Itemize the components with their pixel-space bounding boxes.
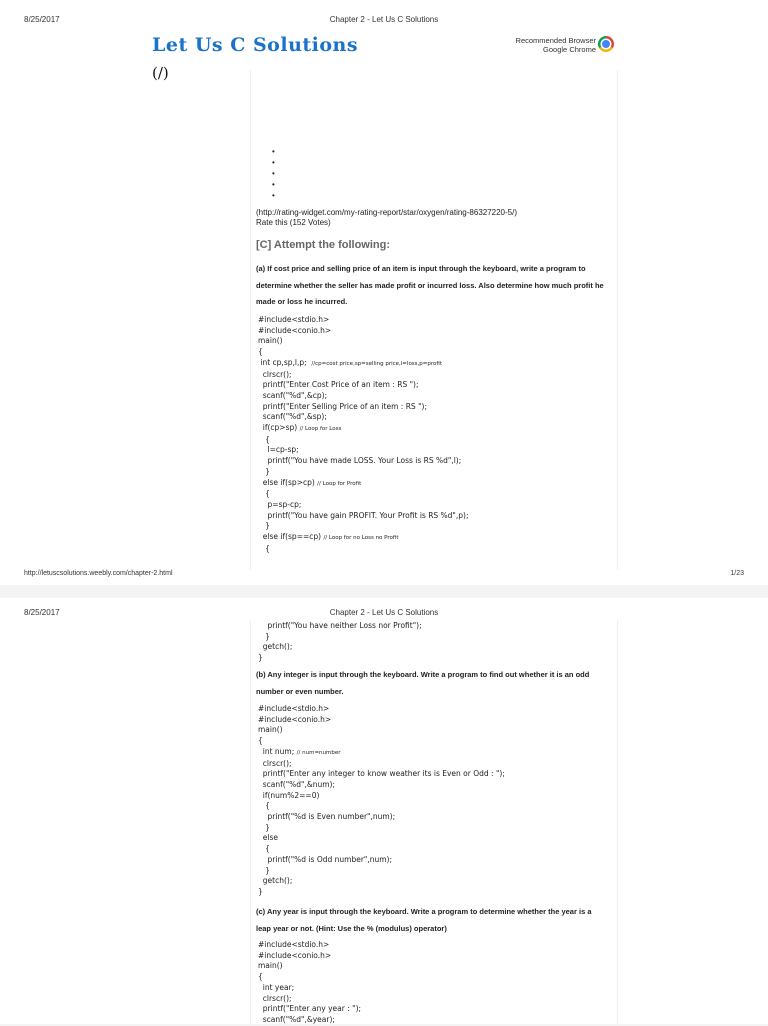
code-line: { xyxy=(258,489,270,499)
site-logo[interactable]: Let Us C Solutions xyxy=(152,34,359,56)
question-a: (a) If cost price and selling price of an item is input through the keyboard, write a program to determine whether the seller has made profit or incurred loss. Also determine how much profit he made or loss he incurred. xyxy=(256,264,604,306)
code-line: int cp,sp,l,p; //cp=cost price,sp=selling price,l=loss,p=profit xyxy=(258,357,443,367)
list-item: • xyxy=(272,158,275,167)
code-line: clrscr(); xyxy=(258,993,292,1003)
code-line: { xyxy=(258,736,263,746)
code-comment: //cp=cost price,sp=selling price,l=loss,p=profit xyxy=(311,360,443,367)
rate-this-label: Rate this (152 Votes) xyxy=(256,218,331,227)
code-line: { xyxy=(258,844,270,854)
code-line: printf("%d is Odd number",num); xyxy=(258,854,393,864)
code-line: { xyxy=(258,801,270,811)
code-comment: // Loop for Profit xyxy=(317,480,362,487)
home-link[interactable]: (/) xyxy=(152,64,169,82)
recommended-label: Recommended Browser xyxy=(515,36,596,45)
code-line: } xyxy=(258,631,270,641)
code-line: scanf("%d",&cp); xyxy=(258,390,328,400)
code-line: l=cp-sp; xyxy=(258,445,299,455)
code-block-a-continued xyxy=(258,621,422,664)
print-date: 8/25/2017 xyxy=(24,15,60,24)
code-line: main() xyxy=(258,961,283,971)
recommended-browser xyxy=(500,36,596,54)
list-item: • xyxy=(272,147,275,156)
code-line: if(num%2==0) xyxy=(258,790,320,800)
code-line: } xyxy=(258,521,270,531)
code-line: { xyxy=(258,543,270,553)
code-line: } xyxy=(258,653,263,663)
code-block-b xyxy=(258,704,505,898)
code-line: scanf("%d",&num); xyxy=(258,779,335,789)
chrome-icon xyxy=(598,36,614,52)
code-line: printf("You have neither Loss nor Profit"); xyxy=(258,621,422,630)
code-line: if(cp>sp) // Loop for Loss xyxy=(258,423,342,433)
code-line: clrscr(); xyxy=(258,758,292,768)
code-block-c xyxy=(258,940,361,1026)
list-item: • xyxy=(272,169,275,178)
code-comment: // Loop for Loss xyxy=(299,426,342,433)
code-line: { xyxy=(258,972,263,982)
print-title: Chapter 2 - Let Us C Solutions xyxy=(329,608,439,617)
code-line: int num; // num=number xyxy=(258,746,341,756)
list-item: • xyxy=(272,191,275,200)
code-line: scanf("%d",&year); xyxy=(258,1014,335,1024)
code-line: #include<conio.h> xyxy=(258,950,332,960)
question-b: (b) Any integer is input through the keyboard. Write a program to find out whether it is an odd number or even number. xyxy=(256,670,590,696)
code-line: #include<stdio.h> xyxy=(258,940,330,949)
code-line: printf("You have made LOSS. Your Loss is RS %d",l); xyxy=(258,456,462,466)
print-title: Chapter 2 - Let Us C Solutions xyxy=(329,15,439,24)
code-line: printf("You have gain PROFIT. Your Profit is RS %d",p); xyxy=(258,510,469,520)
section-title: [C] Attempt the following: xyxy=(256,239,391,251)
footer-url[interactable]: http://letuscsolutions.weebly.com/chapter-2.html xyxy=(24,570,173,577)
print-date: 8/25/2017 xyxy=(24,608,60,617)
code-line: printf("Enter Selling Price of an item : RS "); xyxy=(258,401,427,411)
code-line: int year; xyxy=(258,982,295,992)
code-block-a xyxy=(258,315,468,554)
code-line: } xyxy=(258,886,263,896)
code-line: printf("Enter any integer to know weather its is Even or Odd : "); xyxy=(258,769,505,779)
code-line: #include<conio.h> xyxy=(258,325,332,335)
code-line: } xyxy=(258,466,270,476)
code-line: #include<conio.h> xyxy=(258,714,332,724)
code-line: scanf("%d",&sp); xyxy=(258,412,327,422)
code-comment: // num=number xyxy=(296,749,341,756)
code-line: } xyxy=(258,822,270,832)
code-line: #include<stdio.h> xyxy=(258,704,330,713)
list-item: • xyxy=(272,180,275,189)
code-line: printf("%d is Even number",num); xyxy=(258,812,396,822)
rating-widget-link[interactable]: (http://rating-widget.com/my-rating-report/star/oxygen/rating-86327220-5/) xyxy=(256,208,518,217)
code-line: else if(sp>cp) // Loop for Profit xyxy=(258,477,362,487)
code-line: { xyxy=(258,347,263,357)
footer-page-number: 1/23 xyxy=(730,570,744,577)
code-line: else xyxy=(258,833,278,843)
code-line: } xyxy=(258,865,270,875)
code-line: printf("Enter Cost Price of an item : RS "); xyxy=(258,380,419,390)
code-line: #include<stdio.h> xyxy=(258,315,330,324)
code-line: getch(); xyxy=(258,876,293,886)
question-c: (c) Any year is input through the keyboard. Write a program to determine whether the year is a leap year or not. (Hint: Use the % (modulus) operator) xyxy=(256,907,592,933)
browser-name: Google Chrome xyxy=(543,45,596,54)
code-line: main() xyxy=(258,725,283,735)
code-line: main() xyxy=(258,336,283,346)
code-line: clrscr(); xyxy=(258,369,292,379)
code-line: p=sp-cp; xyxy=(258,499,302,509)
code-line: printf("Enter any year : "); xyxy=(258,1004,362,1014)
code-line: { xyxy=(258,434,270,444)
code-line: getch(); xyxy=(258,642,293,652)
empty-bullet-list xyxy=(272,146,275,201)
code-line: else if(sp==cp) // Loop for no Loss no Profit xyxy=(258,532,399,542)
code-comment: // Loop for no Loss no Profit xyxy=(323,535,399,542)
